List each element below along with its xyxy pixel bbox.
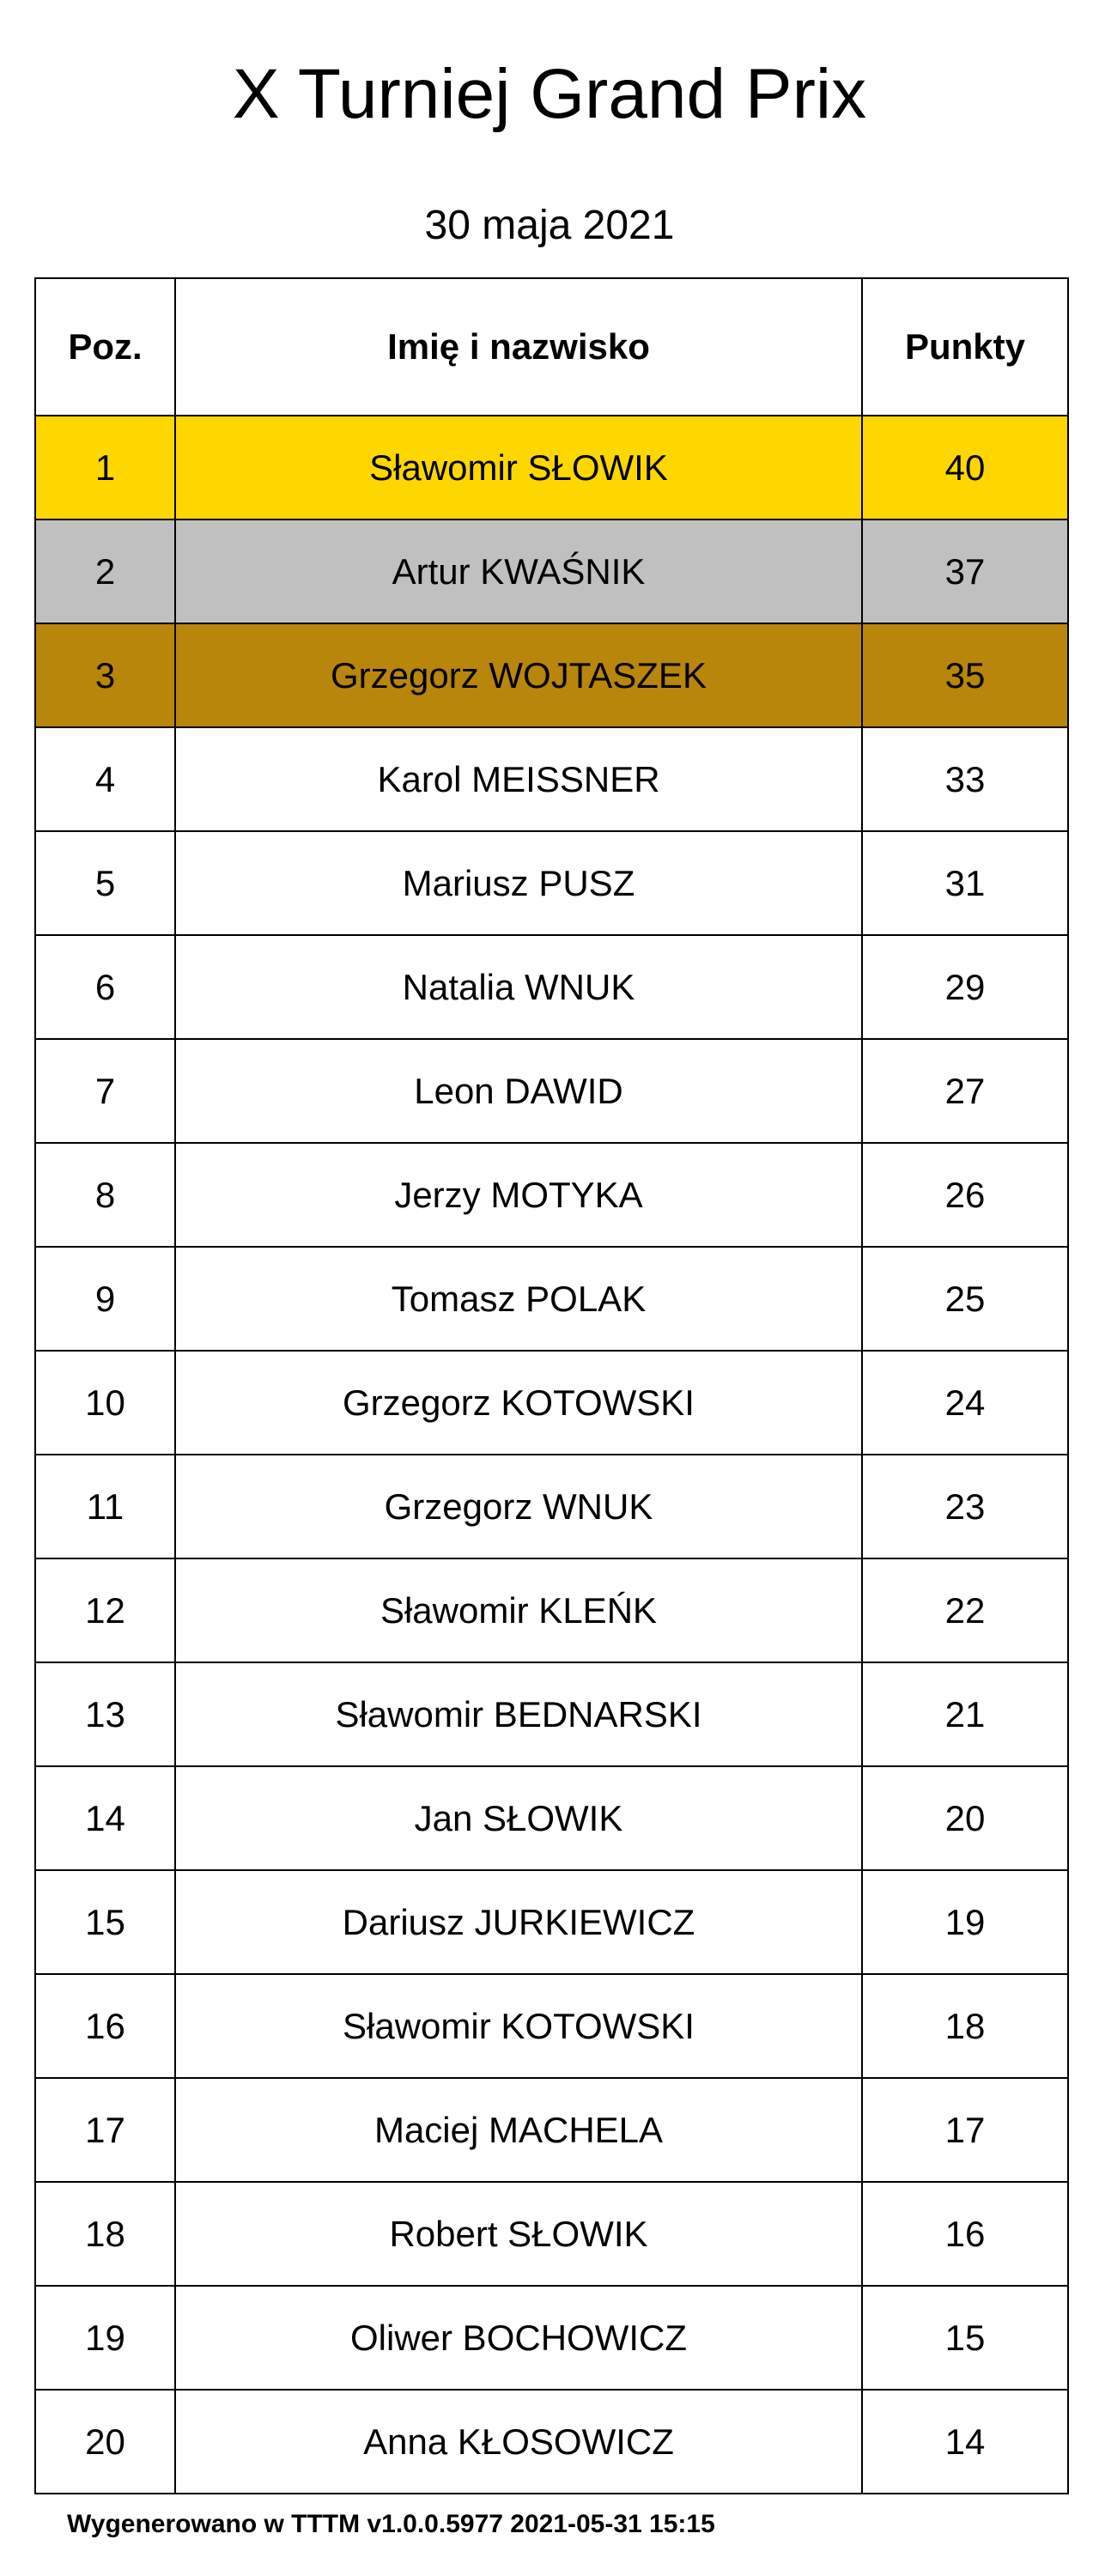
cell-name: Leon DAWID [175,1039,862,1143]
cell-points: 23 [862,1455,1068,1558]
table-row [35,2390,1068,2494]
cell-position: 10 [35,1351,175,1455]
cell-position: 18 [35,2182,175,2286]
cell-points: 21 [862,1662,1068,1766]
cell-points: 18 [862,1974,1068,2078]
cell-name: Maciej MACHELA [175,2078,862,2182]
cell-position: 5 [35,831,175,935]
cell-name: Anna KŁOSOWICZ [175,2390,862,2494]
cell-points: 19 [862,1870,1068,1974]
cell-points: 17 [862,2078,1068,2182]
cell-position: 9 [35,1247,175,1351]
cell-points: 27 [862,1039,1068,1143]
cell-name: Artur KWAŚNIK [175,519,862,623]
cell-position: 7 [35,1039,175,1143]
cell-position: 2 [35,519,175,623]
cell-position: 8 [35,1143,175,1247]
table-row [35,2182,1068,2286]
cell-position: 13 [35,1662,175,1766]
cell-position: 12 [35,1558,175,1662]
generated-footer: Wygenerowano w TTTM v1.0.0.5977 2021-05-31 15:15 [67,2510,715,2538]
table-row [35,1247,1068,1351]
header-name: Imię i nazwisko [175,278,862,416]
header-points: Punkty [862,278,1068,416]
cell-name: Grzegorz WNUK [175,1455,862,1558]
cell-name: Natalia WNUK [175,935,862,1039]
table-row [35,1351,1068,1455]
cell-position: 4 [35,727,175,831]
cell-points: 40 [862,416,1068,519]
cell-points: 20 [862,1766,1068,1870]
cell-points: 24 [862,1351,1068,1455]
cell-name: Sławomir KOTOWSKI [175,1974,862,2078]
cell-name: Jan SŁOWIK [175,1766,862,1870]
cell-name: Robert SŁOWIK [175,2182,862,2286]
cell-points: 16 [862,2182,1068,2286]
cell-name: Dariusz JURKIEWICZ [175,1870,862,1974]
table-row [35,623,1068,727]
cell-name: Sławomir SŁOWIK [175,416,862,519]
cell-points: 37 [862,519,1068,623]
table-row [35,831,1068,935]
cell-points: 35 [862,623,1068,727]
cell-name: Tomasz POLAK [175,1247,862,1351]
table-row [35,1974,1068,2078]
table-row [35,1558,1068,1662]
table-row [35,416,1068,519]
cell-points: 31 [862,831,1068,935]
table-row [35,1662,1068,1766]
cell-position: 20 [35,2390,175,2494]
table-row [35,1455,1068,1558]
table-row [35,727,1068,831]
cell-points: 14 [862,2390,1068,2494]
cell-position: 17 [35,2078,175,2182]
table-row [35,935,1068,1039]
cell-name: Karol MEISSNER [175,727,862,831]
cell-name: Sławomir BEDNARSKI [175,1662,862,1766]
cell-name: Sławomir KLEŃK [175,1558,862,1662]
cell-name: Oliwer BOCHOWICZ [175,2286,862,2390]
table-row [35,2078,1068,2182]
cell-points: 26 [862,1143,1068,1247]
table-header-row [35,278,1068,416]
cell-name: Grzegorz KOTOWSKI [175,1351,862,1455]
table-row [35,1870,1068,1974]
table-row [35,1143,1068,1247]
cell-points: 33 [862,727,1068,831]
cell-position: 3 [35,623,175,727]
table-row [35,1766,1068,1870]
cell-points: 29 [862,935,1068,1039]
cell-position: 6 [35,935,175,1039]
cell-position: 1 [35,416,175,519]
cell-position: 15 [35,1870,175,1974]
cell-points: 22 [862,1558,1068,1662]
cell-points: 15 [862,2286,1068,2390]
tournament-date: 30 maja 2021 [424,203,675,248]
cell-position: 14 [35,1766,175,1870]
results-body [35,416,1068,2494]
cell-name: Jerzy MOTYKA [175,1143,862,1247]
table-row [35,1039,1068,1143]
results-table [34,277,1069,2494]
cell-name: Grzegorz WOJTASZEK [175,623,862,727]
cell-position: 11 [35,1455,175,1558]
cell-name: Mariusz PUSZ [175,831,862,935]
cell-position: 16 [35,1974,175,2078]
table-row [35,519,1068,623]
cell-points: 25 [862,1247,1068,1351]
table-row [35,2286,1068,2390]
page-title: X Turniej Grand Prix [232,55,867,133]
cell-position: 19 [35,2286,175,2390]
header-position: Poz. [35,278,175,416]
